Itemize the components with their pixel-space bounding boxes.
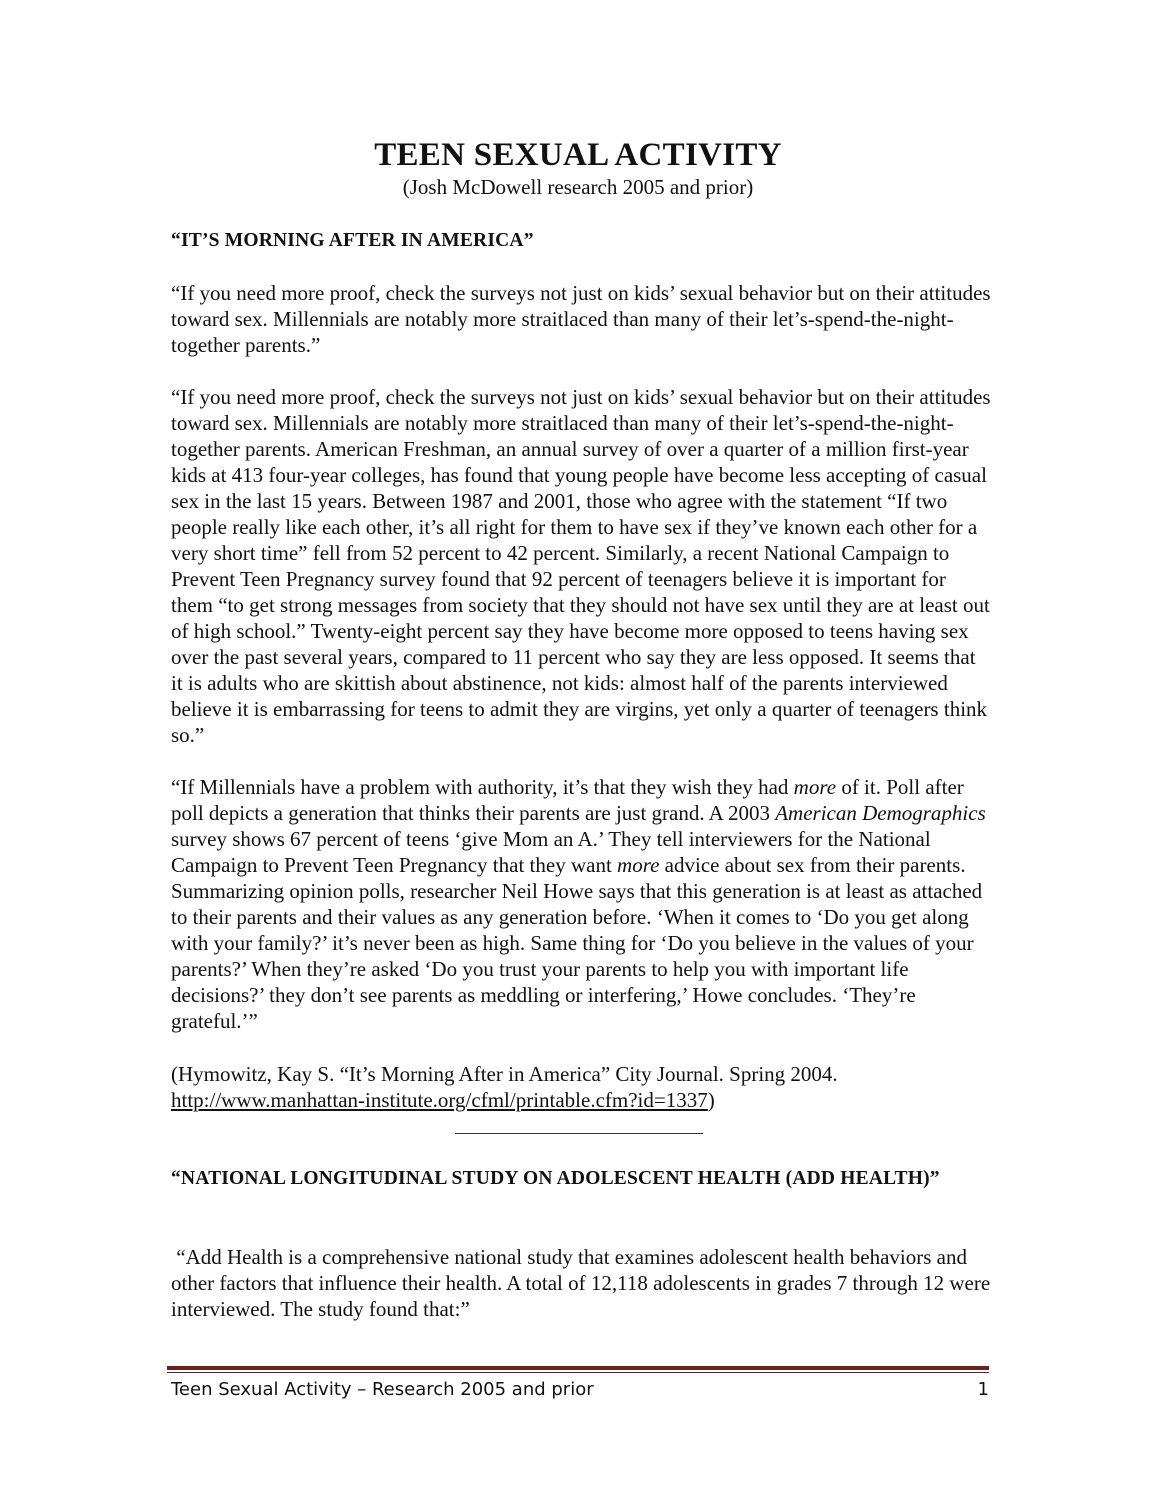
- text-run: advice about sex from their parents. Summarizing opinion polls, researcher Neil Howe says that this generation is at least as attached to their parents and their values as any generation before. ‘When it comes to ‘Do you get along with your family?’ it’s never been as high. Same thing for ‘Do you believe in the values of your parents?’ When they’re asked ‘Do you trust your parents to help you with important life decisions?’ they don’t see parents as meddling or interfering,’ Howe concludes. ‘They’re grateful.’”: [171, 853, 983, 1033]
- page-footer: [171, 1378, 989, 1402]
- paragraph-survey-details: [171, 384, 991, 748]
- paragraph-text: “Add Health is a comprehensive national study that examines adolescent health behaviors and other factors that influence their health. A total of 12,118 adolescents in grades 7 through 12 were interviewed. The study found that:”: [171, 1245, 996, 1321]
- citation-link[interactable]: http://www.manhattan-institute.org/cfml/printable.cfm?id=1337: [171, 1088, 708, 1112]
- page-subtitle: (Josh McDowell research 2005 and prior): [402, 175, 754, 199]
- citation-source: (Hymowitz, Kay S. “It’s Morning After in America” City Journal. Spring 2004.: [171, 1062, 838, 1086]
- citation-close: ): [707, 1088, 715, 1112]
- paragraph-intro-quote: [171, 280, 991, 358]
- citation: [171, 1061, 991, 1113]
- page-number: 1: [977, 1379, 989, 1400]
- footer-rule-thin: [167, 1372, 989, 1373]
- emphasis-text: more: [793, 775, 837, 799]
- footer-label: Teen Sexual Activity – Research 2005 and prior: [171, 1379, 594, 1400]
- paragraph-text: [171, 774, 991, 1034]
- text-run: “If Millennials have a problem with authority, it’s that they wish they had: [171, 775, 794, 799]
- paragraph-text: “If you need more proof, check the surveys not just on kids’ sexual behavior but on their attitudes toward sex. Millennials are notably more straitlaced than many of their let’s-spend-the-night-together parents.”: [171, 281, 991, 357]
- paragraph-add-health: [171, 1244, 996, 1322]
- emphasis-text: more: [617, 853, 660, 877]
- paragraph-text: “If you need more proof, check the surveys not just on kids’ sexual behavior but on their attitudes toward sex. Millennials are notably more straitlaced than many of their let’s-spend-the-night-together parents. American Freshman, an annual survey of over a quarter of a million first-year kids at 413 four-year colleges, has found that young people have become less accepting of casual sex in the last 15 years. Between 1987 and 2001, those who agree with the statement “If two people really like each other, it’s all right for them to have sex if they’ve known each other for a very short time” fell from 52 percent to 42 percent. Similarly, a recent National Campaign to Prevent Teen Pregnancy survey found that 92 percent of teenagers believe it is important for them “to get strong messages from society that they should not have sex until they are at least out of high school.” Twenty-eight percent say they have become more opposed to teens having sex over the past several years, compared to 11 percent who say they are less opposed. It seems that it is adults who are skittish about abstinence, not kids: almost half of the parents interviewed believe it is embarrassing for teens to admit they are virgins, yet only a quarter of teenagers think so.”: [171, 385, 991, 747]
- section-heading-add-health: “NATIONAL LONGITUDINAL STUDY ON ADOLESCENT HEALTH (ADD HEALTH)”: [171, 1168, 940, 1189]
- text-run: survey shows 67 percent of teens ‘give Mom an A.’ They tell interviewers for the National Campaign to Prevent Teen Pregnancy that they want: [171, 827, 931, 877]
- page-title: TEEN SEXUAL ACTIVITY: [374, 137, 782, 173]
- section-heading-morning-after: “IT’S MORNING AFTER IN AMERICA”: [171, 230, 534, 251]
- section-divider: [455, 1133, 703, 1134]
- paragraph-authority: [171, 774, 991, 1034]
- emphasis-text: American Demographics: [775, 801, 986, 825]
- text-run: of it. Poll after poll depicts a generation that thinks their parents are just grand. A 2003: [171, 775, 964, 825]
- footer-rule: [167, 1366, 989, 1370]
- citation-text: [171, 1061, 991, 1113]
